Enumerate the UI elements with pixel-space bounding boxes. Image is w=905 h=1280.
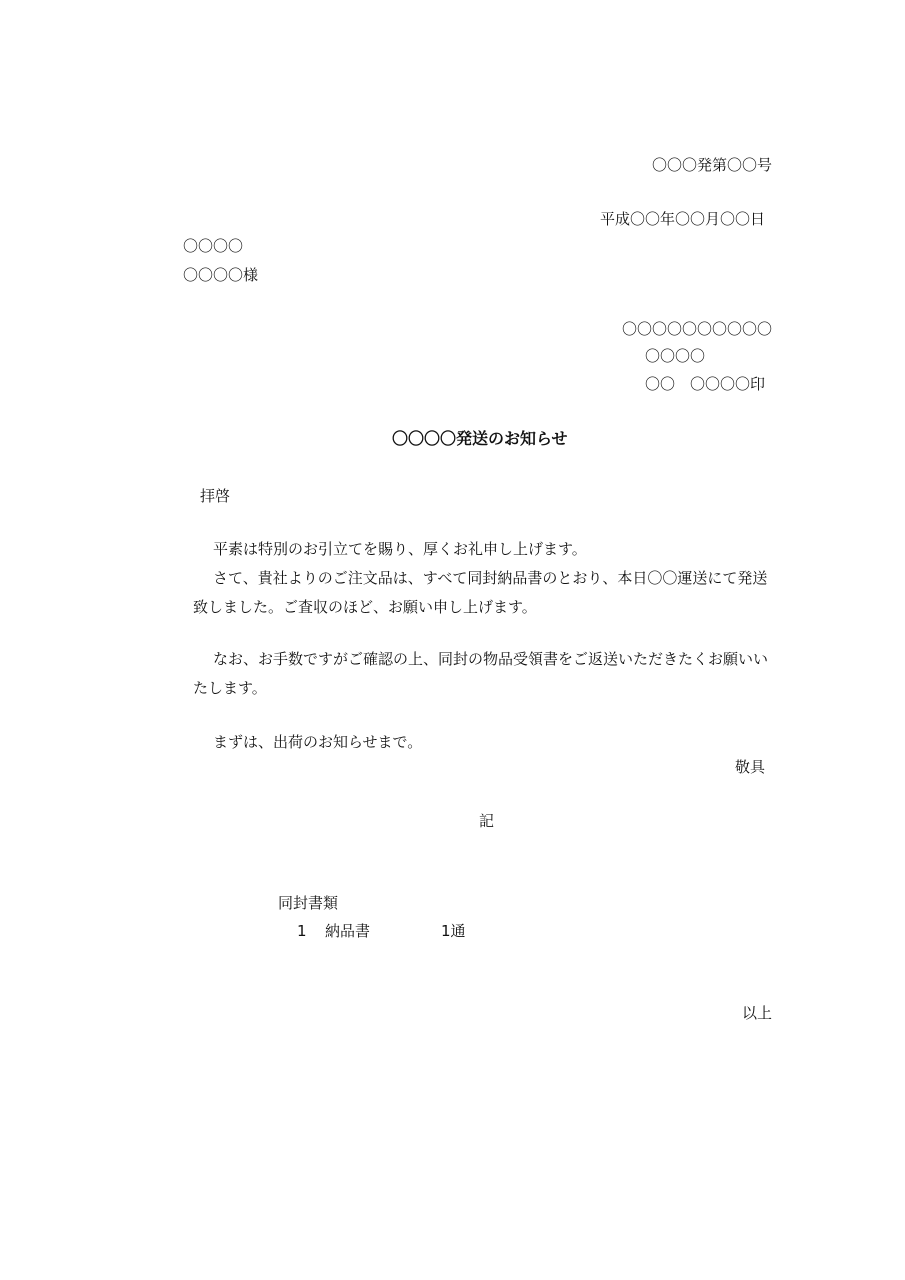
document-title: 〇〇〇〇発送のお知らせ (392, 429, 568, 448)
recipient-name: 〇〇〇〇様 (183, 266, 259, 284)
end-mark: 以上 (741, 1004, 772, 1022)
sender-company: 〇〇〇〇〇〇〇〇〇〇 (621, 320, 772, 338)
document-number: 〇〇〇発第〇〇号 (651, 156, 772, 174)
paragraph-shipment: さて、貴社よりのご注文品は、すべて同封納品書のとおり、本日〇〇運送にて発送致しました。ご査収のほど、お願い申し上げます。 (193, 569, 768, 616)
enclosure-name: 納品書 (325, 922, 371, 940)
ki-heading: 記 (479, 812, 495, 830)
opening-salutation: 拝啓 (200, 487, 231, 505)
paragraph-request: なお、お手数ですがご確認の上、同封の物品受領書をご返送いただきたくお願いいたします。 (193, 650, 769, 697)
paragraph-greeting: 平素は特別のお引立てを賜り、厚くお礼申し上げます。 (213, 540, 587, 558)
paragraph-closing-note: まずは、出荷のお知らせまで。 (213, 733, 423, 751)
closing-salutation: 敬具 (734, 758, 765, 776)
enclosures-heading: 同封書類 (278, 894, 339, 912)
enclosure-quantity: 1通 (441, 922, 466, 940)
sender-department: 〇〇〇〇 (645, 347, 706, 365)
enclosure-number: 1 (297, 922, 307, 940)
recipient-company: 〇〇〇〇 (183, 237, 244, 255)
document-date: 平成〇〇年〇〇月〇〇日 (599, 210, 765, 228)
sender-name-seal: 〇〇 〇〇〇〇印 (645, 375, 766, 393)
